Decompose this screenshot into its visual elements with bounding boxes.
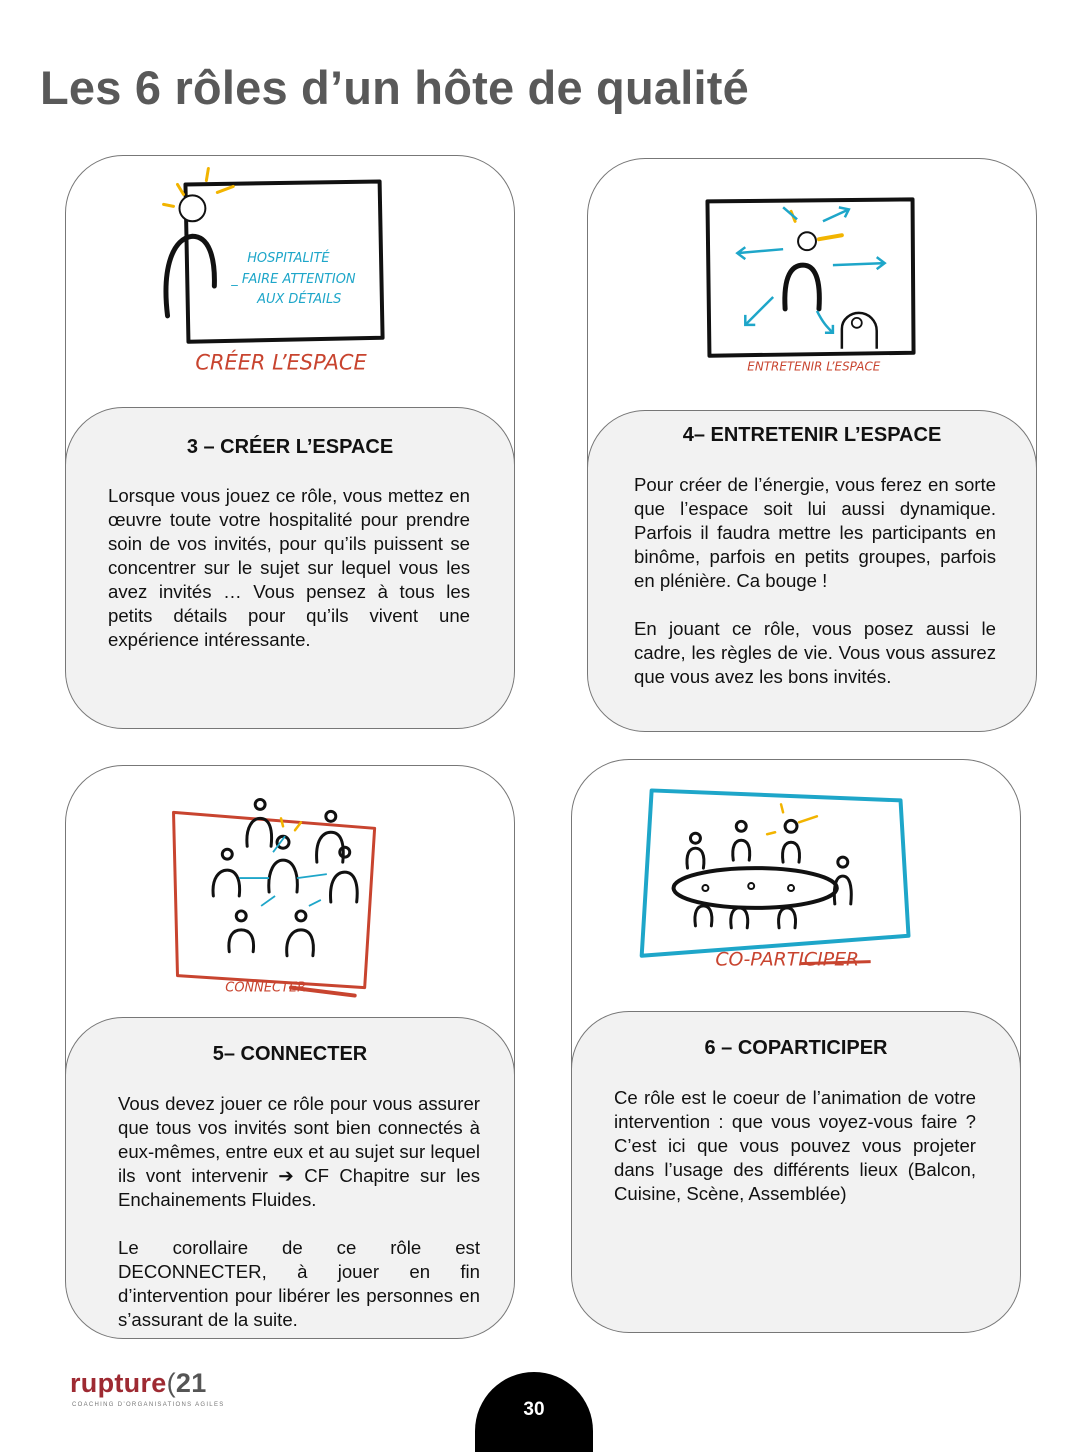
role-card-coparticiper [571, 759, 1021, 1333]
sketch-caption: CO-PARTICIPER [715, 948, 860, 971]
role-panel [65, 407, 515, 729]
sketch-caption: ENTRETENIR L’ESPACE [747, 359, 881, 374]
logo-number: 21 [175, 1368, 207, 1398]
sketch-coparticiper [572, 760, 1020, 1020]
role-panel [571, 1011, 1021, 1333]
logo-tagline: COACHING D’ORGANISATIONS AGILES [72, 1402, 225, 1408]
logo-paren: ( [166, 1368, 176, 1398]
role-card-entretenir-espace [587, 158, 1037, 732]
sketch-board-line-3: AUX DÉTAILS [257, 291, 342, 307]
sketch-board-line-1: HOSPITALITÉ [247, 251, 330, 267]
sketch-creer-espace [66, 156, 514, 416]
sketch-connecter [66, 766, 514, 1026]
role-heading: 5– CONNECTER [212, 1043, 368, 1065]
role-card-connecter [65, 765, 515, 1339]
sketch-caption: CRÉER L’ESPACE [195, 350, 367, 375]
role-description: Pour créer de l’énergie, vous ferez en sorte que l’espace soit lui aussi dynamique. Parfois il faudra mettre les participants en binôme, parfois en petits groupes, parfois en plénière. Ca bouge ! [634, 474, 996, 591]
role-description: En jouant ce rôle, vous posez aussi le cadre, les règles de vie. Vous vous assurez que vous avez les bons invités. [634, 618, 996, 687]
page-number: 30 [475, 1372, 593, 1452]
role-description: Ce rôle est le coeur de l’animation de votre intervention : que vous voyez-vous faire ? C’est ici que vous pouvez vous projeter dans l’usage des différents lieux (Balcon, Cuisine, Scène, Assemblée) [614, 1087, 976, 1204]
role-panel [65, 1017, 515, 1339]
role-description: Le corollaire de ce rôle est DECONNECTER, à jouer en fin d’intervention pour libérer les personnes en s’assurant de la suite. [118, 1237, 480, 1330]
page-title: Les 6 rôles d’un hôte de qualité [40, 61, 749, 114]
role-card-creer-espace [65, 155, 515, 729]
role-panel [587, 410, 1037, 732]
role-description: Lorsque vous jouez ce rôle, vous mettez en œuvre toute votre hospitalité pour prendre soin de vos invités, pour qu’ils puissent se concentrer sur le sujet sur lequel vous les avez invités … Vous pensez à tous les petits détails pour qu’ils vivent une expérience intéressante. [108, 485, 470, 650]
sketch-entretenir-espace [588, 159, 1036, 419]
role-description: Vous devez jouer ce rôle pour vous assurer que tous vos invités sont bien connectés à eux-mêmes, entre eux et au sujet sur lequel ils vont intervenir ➔ CF Chapitre sur les Enchainements Fluides. [118, 1093, 480, 1210]
company-logo [70, 1368, 230, 1412]
role-heading: 3 – CRÉER L’ESPACE [186, 436, 394, 458]
sketch-caption: CONNECTER [225, 980, 307, 996]
sketch-board-line-2: _ FAIRE ATTENTION [231, 272, 356, 288]
role-heading: 6 – COPARTICIPER [704, 1037, 888, 1059]
logo-wordmark [70, 1368, 207, 1399]
logo-word: rupture [70, 1368, 167, 1398]
role-heading: 4– ENTRETENIR L’ESPACE [682, 424, 942, 446]
